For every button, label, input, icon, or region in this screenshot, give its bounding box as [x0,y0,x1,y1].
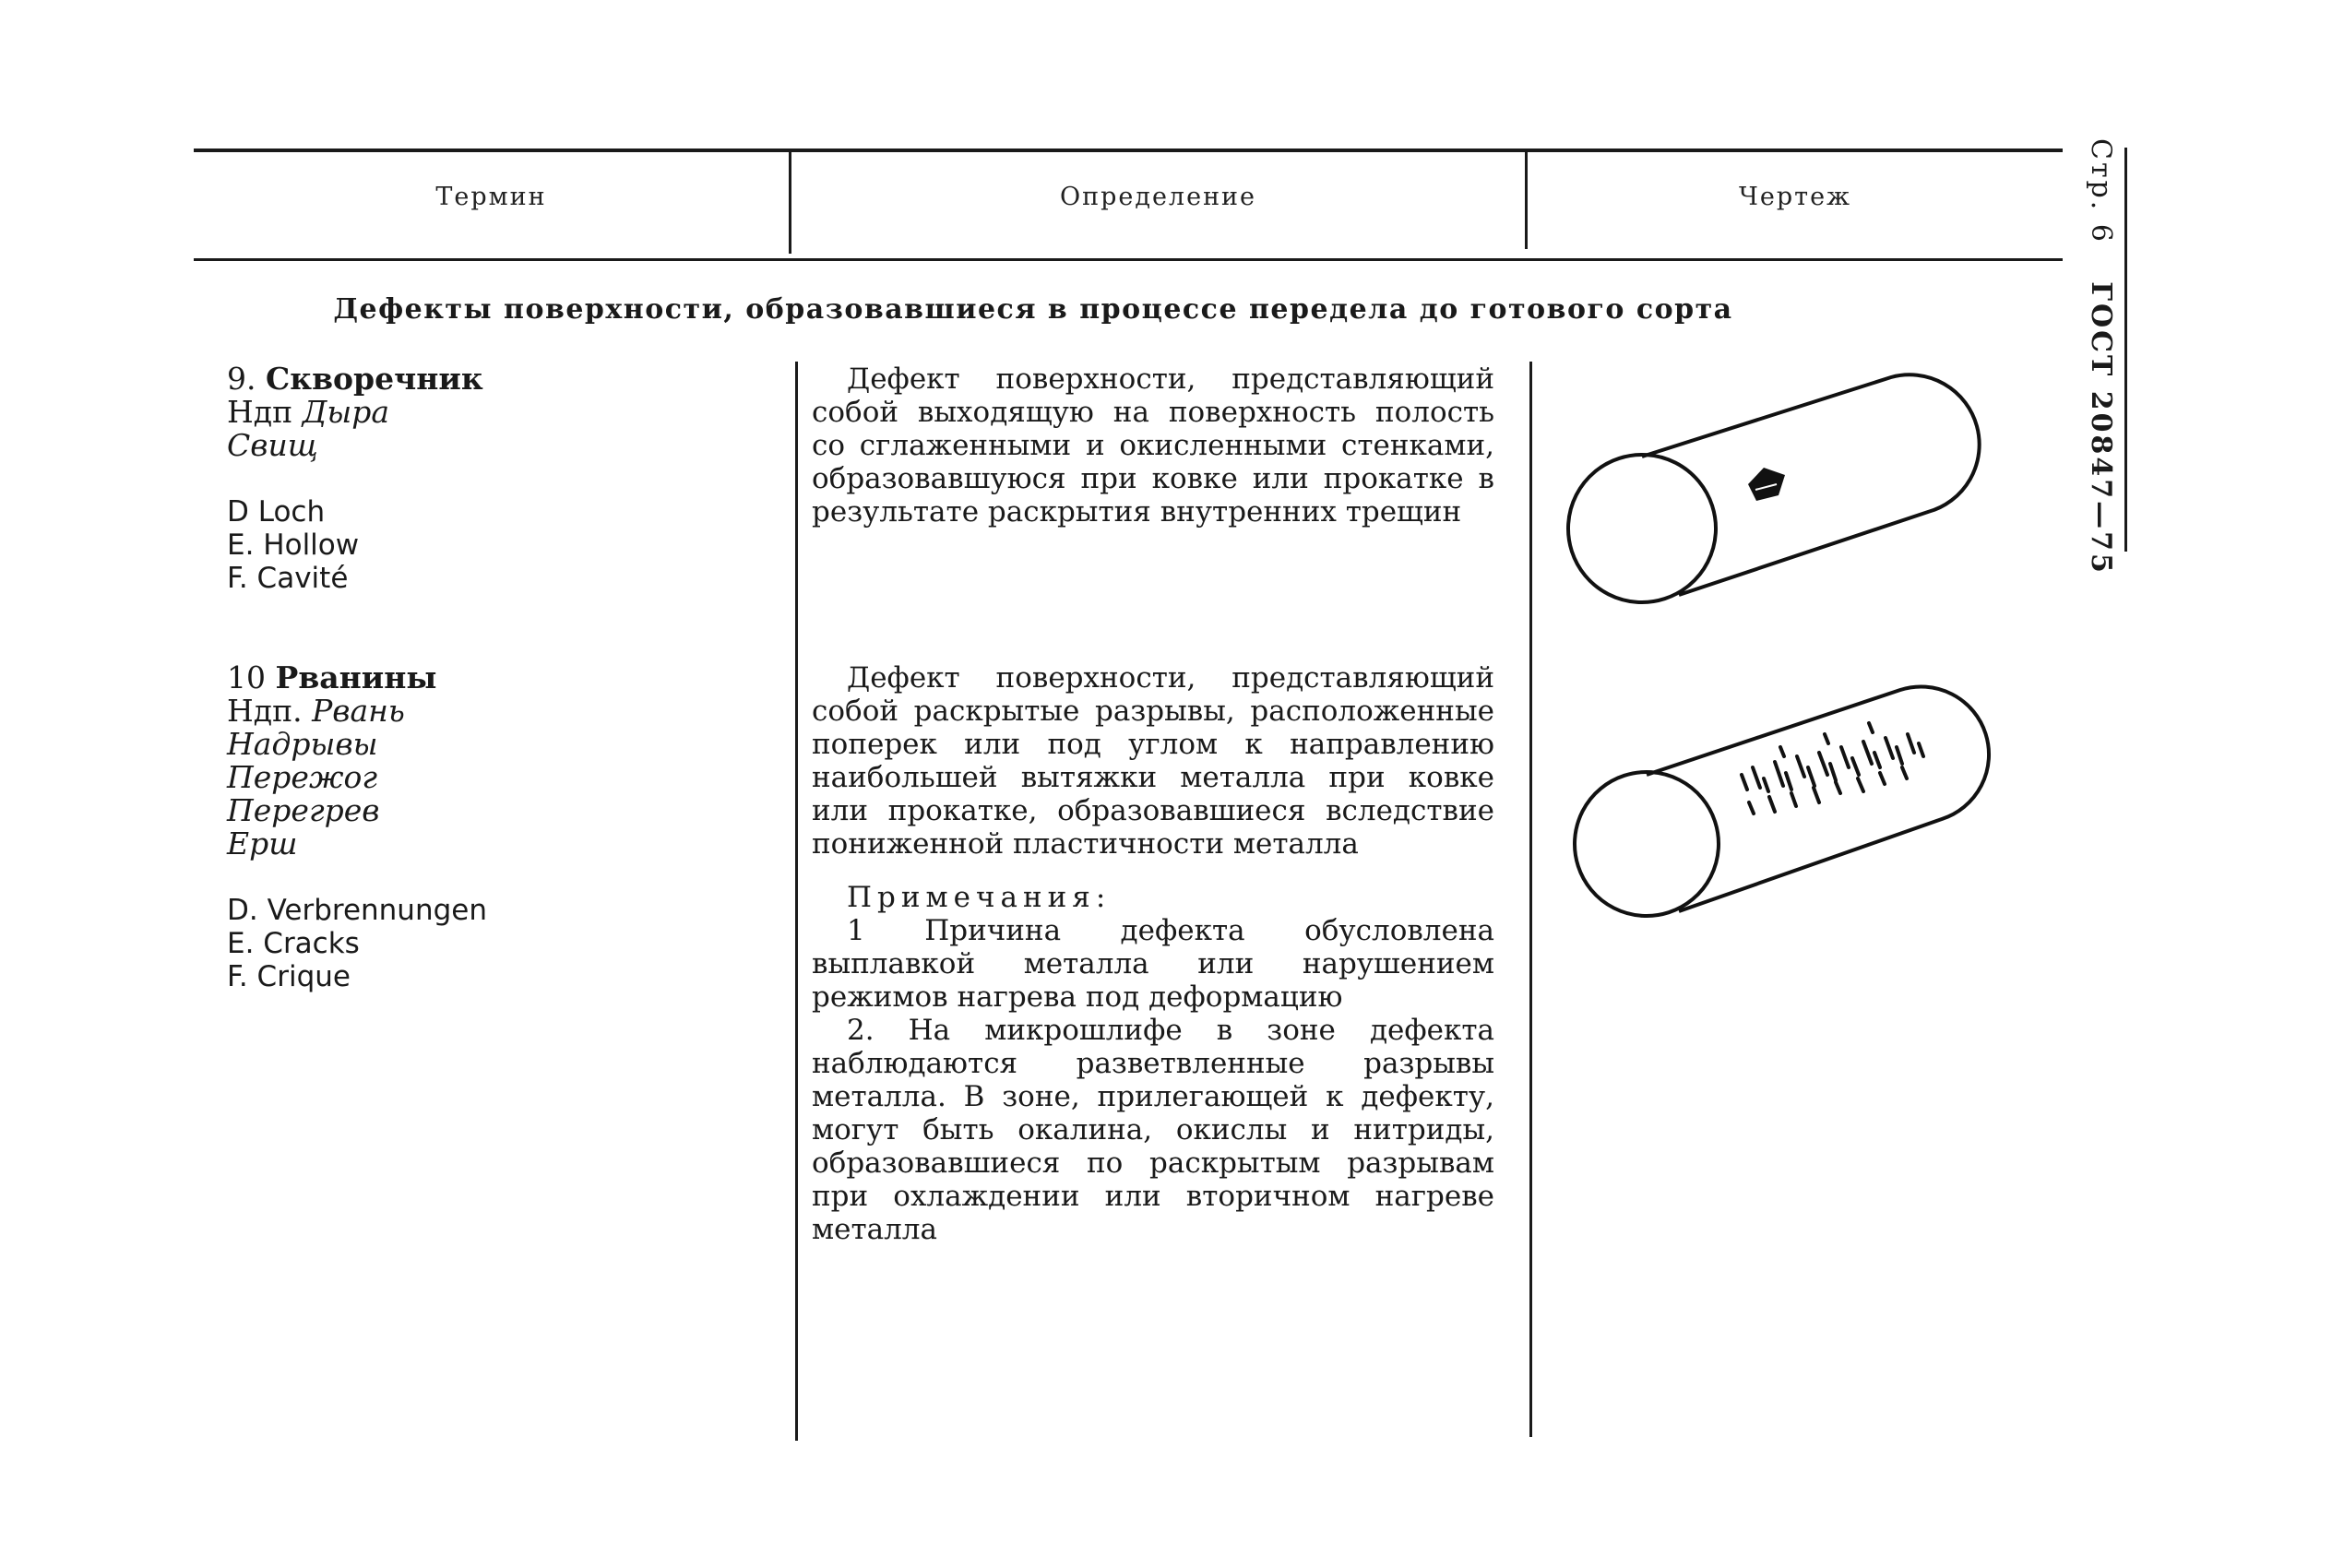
definition-text: Дефект поверхности, представляющий собой раскрытые разрывы, расположенные поперек или под углом к направлению наибольшей вытяжки металла при ковке или прокатке, образовавшиеся вследствие пониженной пластичности металла [812,661,1494,861]
term-name: Скворечник [266,361,483,397]
section-title: Дефекты поверхности, образовавшиеся в процессе передела до готового сорта [333,293,1733,326]
translation-fr: F. Cavité [227,562,349,595]
header-drawing: Чертеж [1739,183,1851,211]
term-entry-9 [227,362,483,595]
translation-de: D. Verbrennungen [227,894,487,927]
notes-title: Примечания: [847,881,1112,914]
note-1: 1 Причина дефекта обусловлена выплавкой металла или нарушением режимов нагрева под деформацию [812,914,1494,1014]
synonym: Ерш [227,826,298,861]
synonym: Дыра [302,394,390,430]
header-term: Термин [435,183,547,211]
definition-text: Дефект поверхности, представляющий собой выходящую на поверхность полость со сглаженными и окисленными стенками, образовавшуюся при ковке или прокатке в результате раскрытия внутренних трещин [812,362,1494,529]
translation-de: D Loch [227,495,326,529]
synonym: Свищ [227,427,318,463]
term-name: Рванины [275,659,437,695]
side-label-rule [2124,148,2127,552]
definition-entry-10 [812,661,1494,1246]
standard-code: ГОСТ 20847—75 [2085,281,2117,576]
table-header-rule [194,258,2063,261]
translation-en: E. Cracks [227,927,360,960]
cylinder-with-cracks-drawing [1568,664,2039,941]
page-side-label [2085,138,2117,576]
synonym: Надрывы [227,726,378,762]
synonym: Пережог [227,759,378,795]
cylinder-with-hole-drawing [1559,355,2039,623]
synonym: Рвань [312,693,405,729]
cracks-icon [1742,723,1923,814]
ndp-label: Ндп. [227,693,303,729]
definition-entry-9 [812,362,1494,529]
hole-icon [1748,468,1785,501]
column-divider-1 [795,362,798,1441]
translation-fr: F. Crique [227,960,351,993]
column-divider-2 [1529,362,1532,1437]
table-top-rule [194,148,2063,152]
synonym: Перегрев [227,792,380,828]
term-entry-10 [227,661,487,993]
note-2: 2. На микрошлифе в зоне дефекта наблюдаются разветвленные разрывы металла. В зоне, прилегающей к дефекту, могут быть окалина, окислы и нитриды, образовавшиеся по раскрытым разрывам при охлаждении или вторичном нагреве металла [812,1014,1494,1246]
page-number: Стр. 6 [2085,138,2117,244]
translation-en: E. Hollow [227,529,360,562]
header-definition: Определение [1059,183,1257,211]
term-number: 10 [227,659,266,695]
term-number: 9. [227,361,256,397]
ndp-label: Ндп [227,394,293,430]
